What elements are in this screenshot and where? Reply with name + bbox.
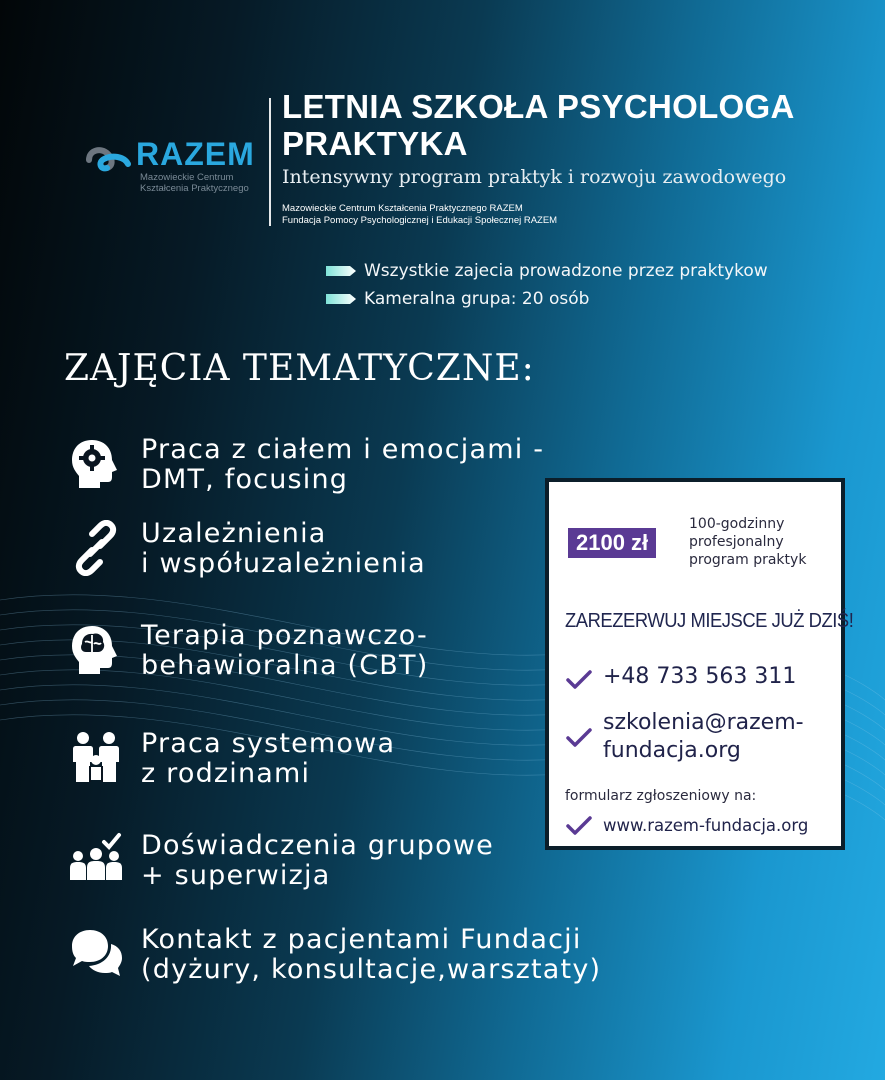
price-badge: 2100 zł (568, 528, 656, 558)
logo-subtitle-line1: Mazowieckie Centrum (140, 172, 234, 183)
razem-logo (86, 136, 258, 196)
reserve-heading: ZAREZERWUJ MIEJSCE JUŻ DZIŚ! (565, 610, 854, 632)
head-brain-icon (68, 622, 124, 678)
topic-line2: + superwizja (141, 860, 331, 891)
topic-line2: i współuzależnienia (141, 548, 426, 579)
razem-swirl-logo-icon (86, 144, 132, 172)
highlight-text: Wszystkie zajecia prowadzone przez praktykow (364, 261, 768, 281)
organizer-line1: Mazowieckie Centrum Kształcenia Praktycznego RAZEM (282, 203, 523, 214)
group-check-icon (68, 832, 124, 888)
title-line1: LETNIA SZKOŁA PSYCHOLOGA (282, 88, 795, 125)
topic-line1: Kontakt z pacjentami Fundacji (141, 924, 582, 955)
highlight-text: Kameralna grupa: 20 osób (364, 289, 590, 309)
topic-line2: behawioralna (CBT) (141, 650, 429, 681)
topic-line1: Praca z ciałem i emocjami - (141, 434, 545, 465)
email-line2[interactable]: fundacja.org (603, 738, 741, 763)
topic-line2: (dyżury, konsultacje,warsztaty) (141, 954, 602, 985)
header-divider (269, 98, 271, 226)
topic-line1: Terapia poznawczo- (141, 620, 428, 651)
logo-word: RAZEM (136, 136, 255, 172)
program-desc-line3: program praktyk (689, 552, 807, 568)
topic-line2: z rodzinami (141, 758, 311, 789)
email-line1[interactable]: szkolenia@razem- (603, 710, 804, 735)
topic-line1: Doświadczenia grupowe (141, 830, 494, 861)
head-gears-icon (68, 436, 124, 492)
topic-line1: Uzależnienia (141, 518, 327, 549)
program-desc-line2: profesjonalny (689, 534, 784, 550)
arrow-icon (326, 265, 356, 277)
check-icon (566, 728, 592, 748)
section-title: ZAJĘCIA TEMATYCZNE: (64, 348, 535, 389)
check-icon (566, 816, 592, 836)
highlight-item (326, 289, 589, 309)
page-subtitle: Intensywny program praktyk i rozwoju zawodowego (282, 166, 787, 188)
check-icon (566, 670, 592, 690)
arrow-icon (326, 293, 356, 305)
topic-line1: Praca systemowa (141, 728, 396, 759)
chain-link-icon (68, 520, 124, 576)
price-card (545, 478, 854, 850)
highlight-item (326, 261, 768, 281)
logo-subtitle-line2: Kształcenia Praktycznego (140, 183, 249, 194)
phone-number[interactable]: +48 733 563 311 (603, 664, 797, 689)
speech-bubbles-icon (68, 926, 124, 982)
form-label: formularz zgłoszeniowy na: (565, 788, 757, 804)
family-icon (68, 730, 124, 786)
title-line2: PRAKTYKA (282, 125, 468, 162)
page-title (282, 88, 795, 162)
program-desc-line1: 100-godzinny (689, 516, 785, 532)
website-link[interactable]: www.razem-fundacja.org (603, 816, 809, 835)
topic-line2: DMT, focusing (141, 464, 349, 495)
organizer-line2: Fundacja Pomocy Psychologicznej i Edukacji Społecznej RAZEM (282, 215, 558, 226)
